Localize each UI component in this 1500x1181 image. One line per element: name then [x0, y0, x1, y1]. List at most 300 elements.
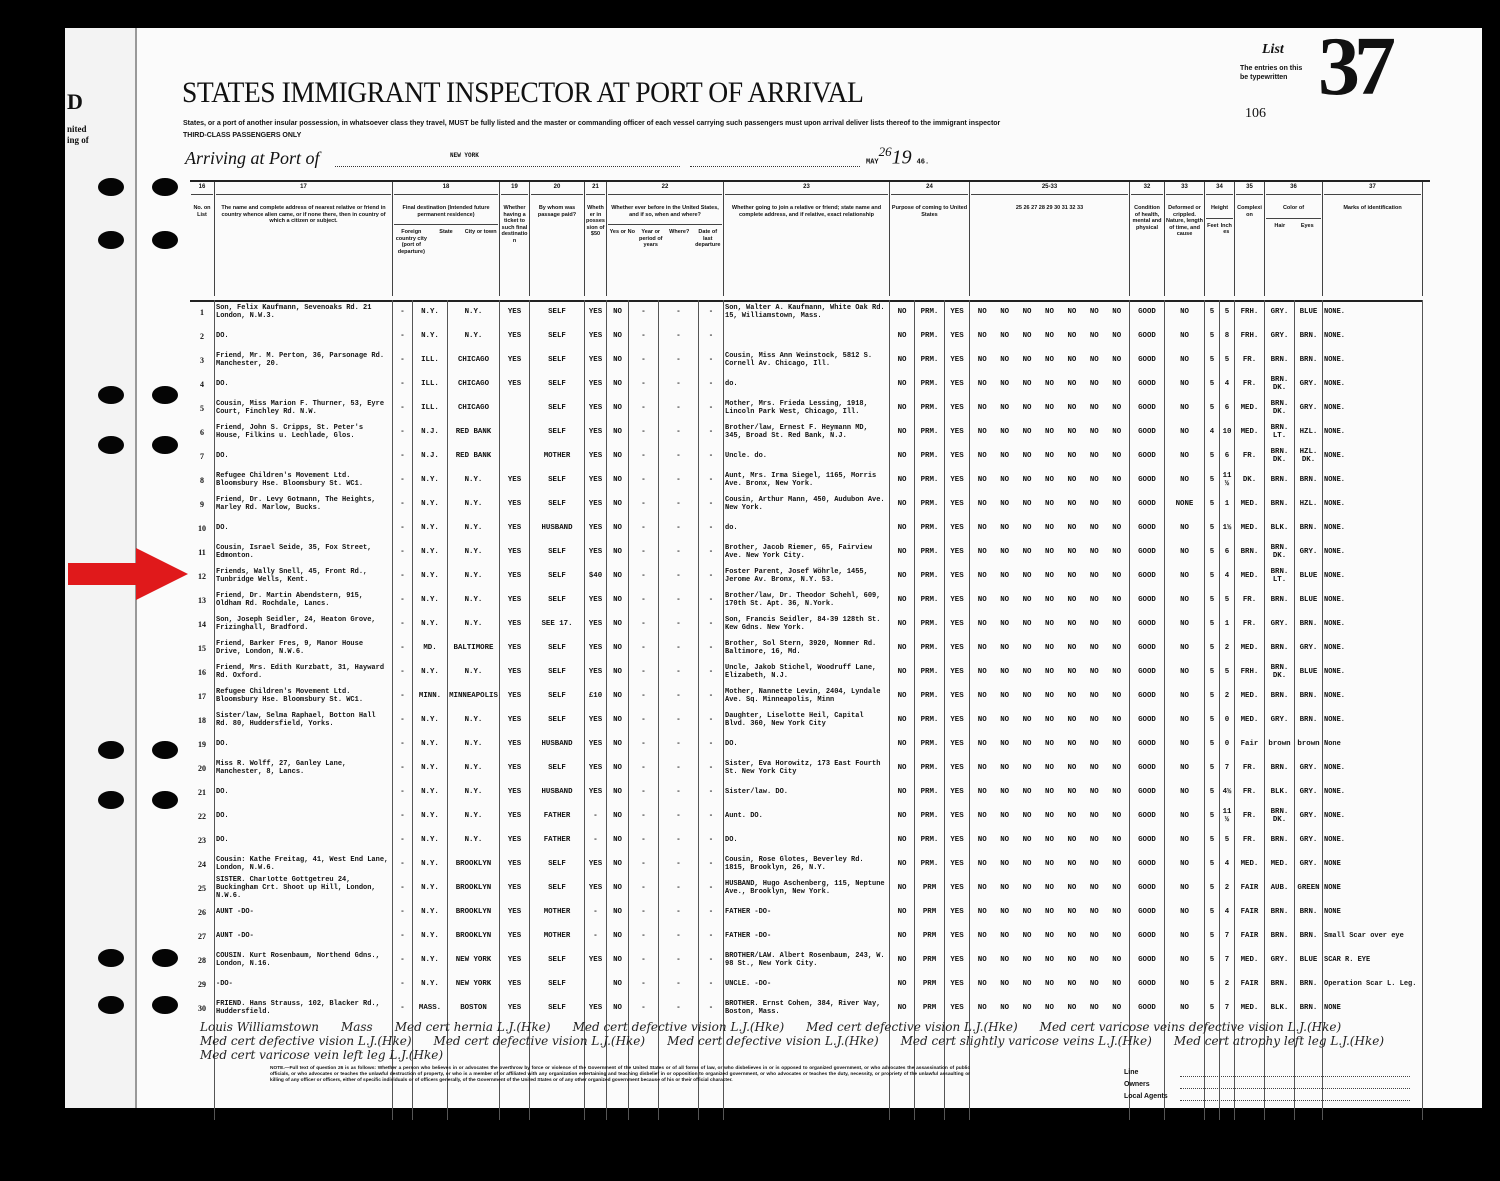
answer: NO — [977, 355, 987, 364]
answer: NO — [1000, 715, 1010, 724]
cell-in: 2 — [1220, 972, 1235, 996]
cell-joining: Uncle, Jakob Stichel, Woodruff Lane, Elizabeth, N.J. — [724, 660, 890, 684]
cell-relative: Cousin: Kathe Freitag, 41, West End Lane, London, N.W.6. — [215, 852, 393, 876]
answer: NO — [1089, 427, 1099, 436]
column-label: Whether in possession of $50 — [586, 205, 605, 237]
cell-marks: NONE. — [1323, 780, 1423, 804]
table-row — [190, 996, 1423, 1020]
answer: NO — [1089, 643, 1099, 652]
cell-health: GOOD — [1130, 516, 1165, 540]
answer: NO — [1045, 523, 1054, 532]
cell-money: YES — [585, 660, 607, 684]
answer: NO — [1112, 379, 1122, 388]
cell-paid: SELF — [530, 972, 585, 996]
cell-eyes: GRY. — [1295, 828, 1323, 852]
answer: NO — [1067, 451, 1077, 460]
answer: NO — [977, 475, 987, 484]
cell-marks: NONE. — [1323, 444, 1423, 468]
cell-ft: 5 — [1205, 300, 1220, 324]
cell-foreign: - — [393, 780, 413, 804]
answer: NO — [1045, 691, 1054, 700]
cell-deformed: NONE — [1165, 492, 1205, 516]
cell-ft: 5 — [1205, 636, 1220, 660]
cell-in: 7 — [1220, 924, 1235, 948]
cell-marks: NONE. — [1323, 372, 1423, 396]
table-row — [190, 444, 1423, 468]
answer: NO — [1112, 979, 1122, 988]
cell-complexion: MED. — [1235, 708, 1265, 732]
cell-hair: BRN. — [1265, 684, 1295, 708]
answer: NO — [1000, 667, 1010, 676]
answer: NO — [1067, 595, 1077, 604]
cell-hair: GRY. — [1265, 612, 1295, 636]
handwritten-annotation: Med cert hernia L.J.(Hke) — [394, 1020, 551, 1034]
answer: NO — [1000, 379, 1010, 388]
cell-eyes: GRY. — [1295, 780, 1323, 804]
answer: NO — [1112, 523, 1122, 532]
cell-ticket — [500, 444, 530, 468]
cell-money: $40 — [585, 564, 607, 588]
cell-dep: - — [699, 612, 724, 636]
answer: NO — [1045, 427, 1054, 436]
cell-foreign: - — [393, 540, 413, 564]
cell-complexion: FR. — [1235, 372, 1265, 396]
cell-dep: - — [699, 996, 724, 1020]
answer: NO — [1067, 499, 1077, 508]
cell-complexion: MED. — [1235, 492, 1265, 516]
cell-purpose-2: YES — [945, 636, 970, 660]
answer: NO — [1022, 883, 1032, 892]
cell-purpose-1: PRM. — [915, 636, 945, 660]
cell-hair: GRY. — [1265, 324, 1295, 348]
table-row — [190, 756, 1423, 780]
cell-city: BROOKLYN — [448, 876, 500, 900]
cell-hair: brown — [1265, 732, 1295, 756]
cell-city: RED BANK — [448, 420, 500, 444]
cell-money: YES — [585, 492, 607, 516]
answer: NO — [1112, 547, 1122, 556]
page-title: STATES IMMIGRANT INSPECTOR AT PORT OF ARRIVAL — [182, 76, 864, 109]
cell-health: GOOD — [1130, 852, 1165, 876]
column-label: Whether ever before in the United States, and if so, when and where? — [611, 205, 719, 218]
column-label: Height — [1210, 205, 1229, 211]
passenger-class: THIRD-CLASS PASSENGERS ONLY — [183, 132, 302, 139]
cell-ticket — [500, 420, 530, 444]
date-year: 46. — [916, 158, 930, 167]
cell-ticket: YES — [500, 660, 530, 684]
cell-eyes: BRN. — [1295, 972, 1323, 996]
cell-marks: NONE. — [1323, 708, 1423, 732]
cell-health: GOOD — [1130, 732, 1165, 756]
answer: NO — [977, 739, 987, 748]
cell-state: N.Y. — [413, 516, 448, 540]
column-label: Color of — [1282, 205, 1305, 211]
cell-purpose-1: PRM. — [915, 372, 945, 396]
cell-where: - — [659, 780, 699, 804]
cell-money: YES — [585, 996, 607, 1020]
cell-eyes: GRY. — [1295, 852, 1323, 876]
cell-no: 27 — [190, 924, 215, 948]
cell-complexion: FAIR — [1235, 972, 1265, 996]
cell-deformed: NO — [1165, 588, 1205, 612]
answer: NO — [1045, 331, 1054, 340]
cell-city: NEW YORK — [448, 948, 500, 972]
punch-hole — [98, 436, 124, 454]
cell-eyes: GRY. — [1295, 756, 1323, 780]
answer: NO — [1067, 403, 1077, 412]
cell-where: - — [659, 660, 699, 684]
sheet-number: 106 — [1245, 106, 1266, 121]
cell-complexion: MED. — [1235, 948, 1265, 972]
answer: NO — [1022, 739, 1032, 748]
answer: NO — [1089, 1003, 1099, 1012]
cell-joining: Son, Walter A. Kaufmann, White Oak Rd. 15, Williamstown, Mass. — [724, 300, 890, 324]
cell-joining: Aunt. DO. — [724, 804, 890, 828]
cell-city: MINNEAPOLIS — [448, 684, 500, 708]
cell-purpose-1: PRM. — [915, 804, 945, 828]
cell-foreign: - — [393, 660, 413, 684]
answer: NO — [1000, 859, 1010, 868]
cell-no: 23 — [190, 828, 215, 852]
cell-foreign: - — [393, 948, 413, 972]
answer: NO — [1045, 979, 1054, 988]
answer: NO — [1045, 403, 1054, 412]
cell-marks: NONE. — [1323, 612, 1423, 636]
answer: NO — [1112, 307, 1122, 316]
table-row — [190, 540, 1423, 564]
cell-paid: SELF — [530, 996, 585, 1020]
punch-hole — [152, 386, 178, 404]
cell-before: NO — [607, 348, 629, 372]
table-row — [190, 876, 1423, 900]
cell-complexion: MED. — [1235, 636, 1265, 660]
cell-relative: Friend, Mr. M. Perton, 36, Parsonage Rd. Manchester, 20. — [215, 348, 393, 372]
cell-money: YES — [585, 876, 607, 900]
cell-paid: SELF — [530, 564, 585, 588]
cell-dep: - — [699, 348, 724, 372]
cell-period: - — [629, 948, 659, 972]
cell-purpose-0: NO — [890, 372, 915, 396]
answer: NO — [977, 571, 987, 580]
cell-before: NO — [607, 300, 629, 324]
cell-foreign: - — [393, 564, 413, 588]
cell-where: - — [659, 972, 699, 996]
table-row — [190, 804, 1423, 828]
cell-before: NO — [607, 780, 629, 804]
answer: NO — [1067, 307, 1077, 316]
cell-money: YES — [585, 372, 607, 396]
answer: NO — [1112, 451, 1122, 460]
cell-purpose-0: NO — [890, 756, 915, 780]
cell-answers — [970, 876, 1130, 900]
port-line — [335, 166, 680, 167]
cell-where: - — [659, 708, 699, 732]
cell-eyes: BRN. — [1295, 612, 1323, 636]
cell-marks: NONE. — [1323, 396, 1423, 420]
cell-money: YES — [585, 756, 607, 780]
answer: NO — [1045, 451, 1054, 460]
punch-hole — [98, 949, 124, 967]
cell-no: 6 — [190, 420, 215, 444]
cell-joining: Brother, Sol Stern, 3920, Nommer Rd. Baltimore, 16, Md. — [724, 636, 890, 660]
cell-purpose-0: NO — [890, 924, 915, 948]
answer: NO — [977, 547, 987, 556]
cell-no: 10 — [190, 516, 215, 540]
cell-paid: SEE 17. — [530, 612, 585, 636]
cell-where: - — [659, 564, 699, 588]
cell-city: N.Y. — [448, 564, 500, 588]
answer: NO — [1067, 715, 1077, 724]
cell-joining — [724, 324, 890, 348]
answer: NO — [1112, 499, 1122, 508]
cell-complexion: FAIR — [1235, 900, 1265, 924]
cell-hair: BRN. — [1265, 756, 1295, 780]
cell-foreign: - — [393, 708, 413, 732]
table-row — [190, 612, 1423, 636]
cell-foreign: - — [393, 828, 413, 852]
answer: NO — [1045, 355, 1054, 364]
cell-answers — [970, 372, 1130, 396]
cell-period: - — [629, 684, 659, 708]
column-header — [500, 182, 530, 296]
cell-period: - — [629, 468, 659, 492]
cell-no: 24 — [190, 852, 215, 876]
cell-paid: SELF — [530, 756, 585, 780]
cell-purpose-0: NO — [890, 564, 915, 588]
cell-joining: Brother, Jacob Riemer, 65, Fairview Ave. New York City. — [724, 540, 890, 564]
column-number: 19 — [501, 184, 528, 195]
cell-ft: 5 — [1205, 756, 1220, 780]
handwritten-annotations — [200, 1020, 1420, 1062]
cell-complexion: FRH. — [1235, 324, 1265, 348]
answer: NO — [977, 427, 987, 436]
cell-dep: - — [699, 492, 724, 516]
answer: NO — [1089, 499, 1099, 508]
cell-no: 21 — [190, 780, 215, 804]
cell-state: N.Y. — [413, 300, 448, 324]
answer: NO — [1000, 523, 1010, 532]
cell-paid: SELF — [530, 684, 585, 708]
column-label: Purpose of coming to United States — [891, 205, 968, 218]
cell-marks: Small Scar over eye — [1323, 924, 1423, 948]
cell-city: N.Y. — [448, 708, 500, 732]
table-row — [190, 564, 1423, 588]
cell-health: GOOD — [1130, 492, 1165, 516]
column-number: 18 — [394, 184, 498, 195]
cell-relative: Son, Joseph Seidler, 24, Heaton Grove, Frizinghall, Bradford. — [215, 612, 393, 636]
cell-period: - — [629, 876, 659, 900]
cell-state: MINN. — [413, 684, 448, 708]
cell-answers — [970, 348, 1130, 372]
cell-paid: SELF — [530, 348, 585, 372]
cell-answers — [970, 684, 1130, 708]
column-label: Whether going to join a relative or friend; state name and complete address, and if relative, exact relationship — [731, 205, 882, 218]
cell-eyes: BRN. — [1295, 348, 1323, 372]
cell-deformed: NO — [1165, 396, 1205, 420]
cell-in: 11½ — [1220, 468, 1235, 492]
cell-marks: NONE. — [1323, 804, 1423, 828]
answer: NO — [1112, 619, 1122, 628]
handwritten-annotation: Med cert defective vision L.J.(Hke) — [200, 1034, 412, 1048]
cell-joining: UNCLE. -DO- — [724, 972, 890, 996]
answer: NO — [1000, 499, 1010, 508]
cell-before: NO — [607, 660, 629, 684]
answer: NO — [977, 595, 987, 604]
date-day: 26 — [878, 144, 892, 159]
answer: NO — [1045, 571, 1054, 580]
cell-answers — [970, 708, 1130, 732]
cell-purpose-2: YES — [945, 900, 970, 924]
answer: NO — [1089, 931, 1099, 940]
cell-money: YES — [585, 348, 607, 372]
cell-answers — [970, 828, 1130, 852]
column-header — [190, 182, 215, 296]
cell-in: 6 — [1220, 540, 1235, 564]
cell-where: - — [659, 876, 699, 900]
answer: NO — [1000, 691, 1010, 700]
cell-purpose-0: NO — [890, 996, 915, 1020]
fold-text: ing of — [67, 135, 89, 145]
cell-dep: - — [699, 804, 724, 828]
cell-paid: SELF — [530, 708, 585, 732]
answer: NO — [1022, 379, 1032, 388]
answer: NO — [1112, 331, 1122, 340]
answer: NO — [1022, 595, 1032, 604]
cell-joining: Cousin, Rose Glotes, Beverley Rd. 1815, Brooklyn, 26, N.Y. — [724, 852, 890, 876]
answer: NO — [1112, 427, 1122, 436]
answer: NO — [1000, 931, 1010, 940]
cell-city: N.Y. — [448, 828, 500, 852]
cell-ticket: YES — [500, 540, 530, 564]
cell-joining: Brother/law, Ernest F. Heymann MD, 345, Broad St. Red Bank, N.J. — [724, 420, 890, 444]
cell-before: NO — [607, 948, 629, 972]
answer: NO — [1045, 715, 1054, 724]
cell-state: N.Y. — [413, 324, 448, 348]
cell-hair: BRN. LT. — [1265, 420, 1295, 444]
answer: NO — [977, 859, 987, 868]
cell-ticket — [500, 396, 530, 420]
cell-no: 5 — [190, 396, 215, 420]
cell-dep: - — [699, 972, 724, 996]
handwritten-annotation: Med cert varicose vein left leg L.J.(Hke) — [200, 1048, 443, 1062]
table-row — [190, 420, 1423, 444]
answer: NO — [1089, 451, 1099, 460]
cell-no: 3 — [190, 348, 215, 372]
answer: NO — [977, 763, 987, 772]
cell-answers — [970, 996, 1130, 1020]
cell-no: 12 — [190, 564, 215, 588]
column-sublabel: Eyes — [1300, 222, 1314, 229]
answer: NO — [1022, 691, 1032, 700]
cell-money: YES — [585, 948, 607, 972]
answer: NO — [1089, 835, 1099, 844]
punch-hole — [98, 741, 124, 759]
cell-period: - — [629, 324, 659, 348]
cell-where: - — [659, 300, 699, 324]
cell-dep: - — [699, 468, 724, 492]
cell-city: CHICAGO — [448, 348, 500, 372]
column-number: 21 — [586, 184, 605, 195]
cell-foreign: - — [393, 348, 413, 372]
fold-text: D — [67, 89, 83, 114]
cell-complexion: FRH. — [1235, 660, 1265, 684]
cell-marks: NONE. — [1323, 588, 1423, 612]
cell-period: - — [629, 708, 659, 732]
cell-ft: 5 — [1205, 540, 1220, 564]
cell-city: CHICAGO — [448, 372, 500, 396]
cell-city: BROOKLYN — [448, 852, 500, 876]
cell-period: - — [629, 396, 659, 420]
answer: NO — [1067, 835, 1077, 844]
table-row — [190, 588, 1423, 612]
cell-period: - — [629, 900, 659, 924]
answer: NO — [1045, 379, 1054, 388]
cell-purpose-0: NO — [890, 588, 915, 612]
cell-no: 4 — [190, 372, 215, 396]
column-header — [1323, 182, 1423, 296]
cell-purpose-1: PRM. — [915, 516, 945, 540]
cell-ft: 5 — [1205, 612, 1220, 636]
answer: NO — [1022, 403, 1032, 412]
answer: NO — [977, 811, 987, 820]
cell-ft: 5 — [1205, 516, 1220, 540]
cell-money: YES — [585, 516, 607, 540]
cell-dep: - — [699, 636, 724, 660]
answer: NO — [1067, 979, 1077, 988]
answer: NO — [1067, 883, 1077, 892]
cell-deformed: NO — [1165, 324, 1205, 348]
cell-city: BOSTON — [448, 996, 500, 1020]
arrival-date — [866, 140, 929, 170]
cell-deformed: NO — [1165, 900, 1205, 924]
cell-money: YES — [585, 636, 607, 660]
answer: NO — [977, 331, 987, 340]
cell-complexion: FAIR — [1235, 876, 1265, 900]
cell-foreign: - — [393, 900, 413, 924]
cell-period: - — [629, 732, 659, 756]
answer: NO — [1045, 787, 1054, 796]
cell-in: 7 — [1220, 756, 1235, 780]
cell-joining: HUSBAND, Hugo Aschenberg, 115, Neptune Ave., Brooklyn, New York. — [724, 876, 890, 900]
answer: NO — [977, 307, 987, 316]
cell-deformed: NO — [1165, 756, 1205, 780]
cell-purpose-2: YES — [945, 708, 970, 732]
column-header — [1130, 182, 1165, 296]
cell-eyes: GRY. — [1295, 804, 1323, 828]
cell-marks: SCAR R. EYE — [1323, 948, 1423, 972]
answer: NO — [1022, 787, 1032, 796]
cell-before: NO — [607, 900, 629, 924]
cell-hair: GRY. — [1265, 948, 1295, 972]
cell-state: N.Y. — [413, 492, 448, 516]
cell-ft: 5 — [1205, 804, 1220, 828]
cell-where: - — [659, 756, 699, 780]
cell-hair: BRN. — [1265, 468, 1295, 492]
cell-money: YES — [585, 324, 607, 348]
cell-ft: 5 — [1205, 852, 1220, 876]
cell-hair: BRN. DK. — [1265, 660, 1295, 684]
cell-paid: SELF — [530, 948, 585, 972]
cell-purpose-2: YES — [945, 876, 970, 900]
cell-no: 16 — [190, 660, 215, 684]
cell-no: 9 — [190, 492, 215, 516]
table-row — [190, 828, 1423, 852]
cell-ticket: YES — [500, 972, 530, 996]
cell-city: BALTIMORE — [448, 636, 500, 660]
cell-purpose-2: YES — [945, 972, 970, 996]
cell-ticket: YES — [500, 828, 530, 852]
cell-paid: HUSBAND — [530, 516, 585, 540]
